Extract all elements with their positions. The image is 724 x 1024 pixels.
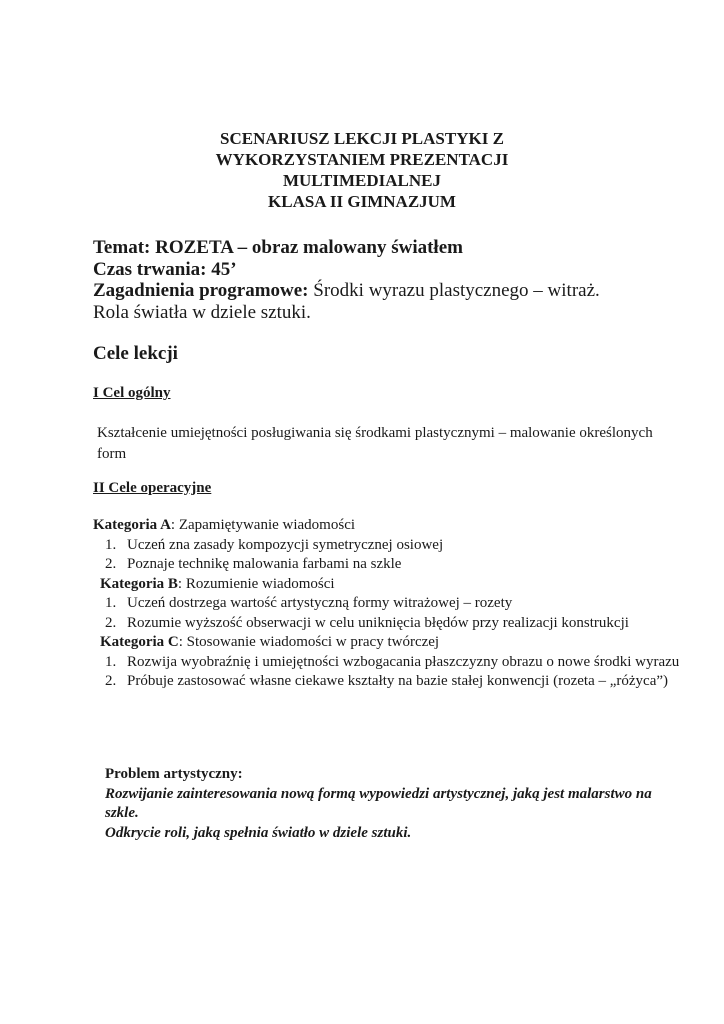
list-item: 1. Rozwija wyobraźnię i umiejętności wzbogacania płaszczyzny obrazu o nowe środki wyrazu [105,653,680,670]
lesson-duration: Czas trwania: 45’ [93,258,237,280]
goals-heading: Cele lekcji [93,343,178,364]
category-b-list [93,594,693,633]
category-c-list [93,653,693,692]
list-item: 1. Uczeń zna zasady kompozycji symetrycznej osiowej [105,536,444,553]
list-item: 2. Próbuje zastosować własne ciekawe kształty na bazie stałej konwencji (rozeta – „różyca”) [105,673,669,689]
operational-goals [93,516,693,692]
category-b-label: Kategoria B [100,575,178,592]
artistic-problem-line-1: Rozwijanie zainteresowania nową formą wypowiedzi artystycznej, jaką jest malarstwo na szkle. [105,785,652,821]
program-issues-text: Środki wyrazu plastycznego – witraż. [308,280,600,301]
artistic-problem [105,765,665,843]
artistic-problem-heading: Problem artystyczny: [105,766,243,782]
title-line-2: WYKORZYSTANIEM PREZENTACJI [215,150,509,169]
document-title [0,128,724,212]
program-issues-label: Zagadnienia programowe: [93,280,309,301]
category-c-text: : Stosowanie wiadomości w pracy twórczej [178,634,440,650]
general-goal-heading: I Cel ogólny [93,385,171,401]
category-c [93,633,693,653]
lesson-meta [93,237,693,323]
artistic-problem-line-2: Odkrycie roli, jaką spełnia światło w dziele sztuki. [105,824,412,841]
category-b-text: : Rozumienie wiadomości [177,575,335,592]
category-b [93,575,693,595]
lesson-topic: Temat: ROZETA – obraz malowany światłem [93,237,463,258]
title-line-4: KLASA II GIMNAZJUM [268,192,456,211]
title-line-1: SCENARIUSZ LEKCJI PLASTYKI Z [220,129,504,148]
category-a-label: Kategoria A [93,517,171,533]
category-c-label: Kategoria C [100,634,179,650]
category-a-list [93,536,693,575]
category-a-text: : Zapamiętywanie wiadomości [170,517,356,533]
general-goal-text: Kształcenie umiejętności posługiwania się środkami plastycznymi – malowanie określonych form [97,425,653,462]
title-line-3: MULTIMEDIALNEJ [282,171,442,190]
operational-goals-heading: II Cele operacyjne [93,480,212,496]
list-item: 1. Uczeń dostrzega wartość artystyczną formy witrażowej – rozety [105,595,513,611]
category-a [93,516,693,536]
list-item: 2. Rozumie wyższość obserwacji w celu uniknięcia błędów przy realizacji konstrukcji [105,614,629,631]
program-issues-line2: Rola światła w dziele sztuki. [93,301,311,323]
list-item: 2. Poznaje technikę malowania farbami na szkle [105,556,402,572]
